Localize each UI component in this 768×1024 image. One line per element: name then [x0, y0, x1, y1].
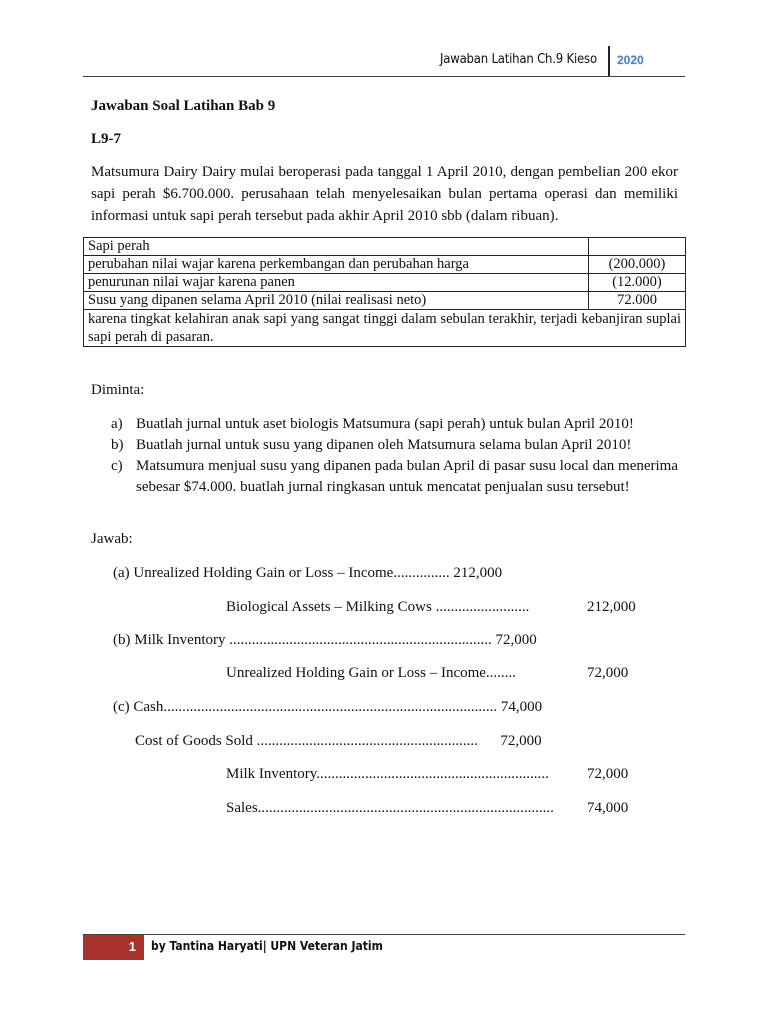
- header-rule: [83, 76, 685, 77]
- journal-entry-a-debit: (a) Unrealized Holding Gain or Loss – Income............... 212,000: [113, 565, 503, 581]
- list-item: [111, 456, 678, 498]
- exercise-id: L9-7: [91, 131, 121, 147]
- table-row-amount: 72.000: [589, 292, 686, 310]
- header-title: Jawaban Latihan Ch.9 Kieso: [440, 52, 597, 67]
- intro-paragraph: Matsumura Dairy Dairy mulai beroperasi pada tanggal 1 April 2010, dengan pembelian 200 ekor sapi perah $6.700.000. perusahaan telah menyelesaikan bulan pertama operasi dan memiliki informasi untuk sapi perah tersebut pada akhir April 2010 sbb (dalam ribuan).: [91, 164, 678, 224]
- table-row: [84, 274, 686, 292]
- table-note-row: [84, 310, 686, 347]
- list-item-letter: c): [111, 458, 123, 474]
- journal-entry-c-credit-sales: Sales...............................................................................: [226, 800, 554, 816]
- table-row-label: perubahan nilai wajar karena perkembangan dan perubahan harga: [84, 256, 589, 274]
- table-row-amount: (200.000): [589, 256, 686, 274]
- footer-credit: by Tantina Haryati| UPN Veteran Jatim: [151, 939, 383, 953]
- journal-entry-b-credit-account: Unrealized Holding Gain or Loss – Income........: [226, 665, 516, 681]
- header-divider: [608, 46, 610, 76]
- table-row: [84, 256, 686, 274]
- journal-entry-c-debit-cogs: Cost of Goods Sold ........................................................... 72,000: [135, 733, 542, 749]
- list-item-text: Buatlah jurnal untuk susu yang dipanen oleh Matsumura selama bulan April 2010!: [136, 437, 632, 453]
- facts-table: [83, 237, 686, 347]
- table-header-amount: [589, 238, 686, 256]
- requirements-list: [111, 414, 678, 498]
- table-row-label: Susu yang dipanen selama April 2010 (nilai realisasi neto): [84, 292, 589, 310]
- list-item: [111, 435, 678, 456]
- journal-entry-b-credit-amount: 72,000: [587, 665, 629, 681]
- journal-entry-c-debit-cash: (c) Cash......................................................................................... 74,000: [113, 699, 543, 715]
- table-header-row: [84, 238, 686, 256]
- table-header-cell: Sapi perah: [84, 238, 589, 256]
- journal-entry-c-credit-inventory-amount: 72,000: [587, 766, 629, 782]
- list-item-text: Buatlah jurnal untuk aset biologis Matsumura (sapi perah) untuk bulan April 2010!: [136, 416, 634, 432]
- table-row-label: penurunan nilai wajar karena panen: [84, 274, 589, 292]
- page-number: 1: [83, 935, 144, 960]
- journal-entry-b-debit: (b) Milk Inventory ...................................................................... 72,000: [113, 632, 537, 648]
- answer-title: Jawab:: [91, 531, 133, 547]
- journal-entry-c-credit-sales-amount: 74,000: [587, 800, 629, 816]
- list-item-letter: a): [111, 416, 123, 432]
- journal-entry-c-credit-inventory: Milk Inventory..............................................................: [226, 766, 549, 782]
- journal-entry-a-credit-account: Biological Assets – Milking Cows .........................: [226, 599, 530, 615]
- table-row: [84, 292, 686, 310]
- list-item-text: Matsumura menjual susu yang dipanen pada bulan April di pasar susu local dan menerima sebesar $74.000. buatlah jurnal ringkasan untuk mencatat penjualan susu tersebut!: [136, 458, 678, 495]
- journal-entry-a-credit-amount: 212,000: [587, 599, 636, 615]
- page-title: Jawaban Soal Latihan Bab 9: [91, 98, 276, 114]
- table-note: karena tingkat kelahiran anak sapi yang sangat tinggi dalam sebulan terakhir, terjadi kebanjiran suplai sapi perah di pasaran.: [84, 310, 686, 347]
- list-item-letter: b): [111, 437, 124, 453]
- header-year: 2020: [617, 53, 644, 67]
- list-item: [111, 414, 678, 435]
- footer-rule: [83, 934, 685, 935]
- table-row-amount: (12.000): [589, 274, 686, 292]
- requirements-title: Diminta:: [91, 382, 145, 398]
